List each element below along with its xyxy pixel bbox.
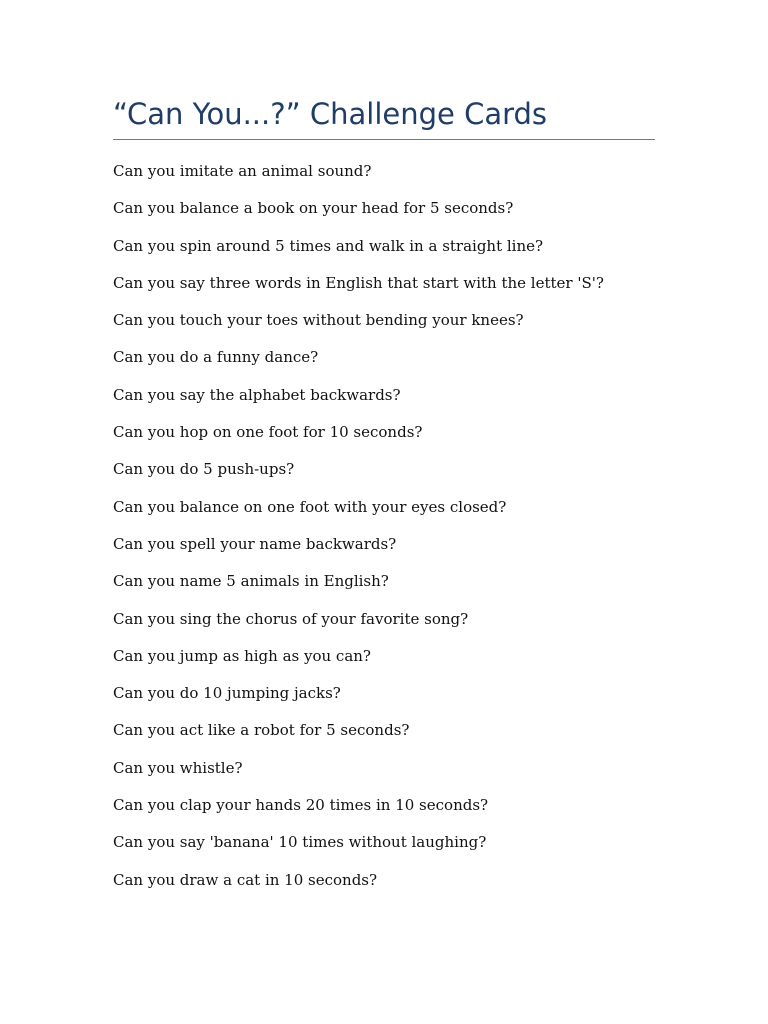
challenge-item: Can you do 5 push-ups?	[113, 460, 295, 479]
challenge-item: Can you say 'banana' 10 times without laughing?	[113, 833, 487, 852]
challenge-item: Can you whistle?	[113, 758, 243, 777]
challenge-item: Can you sing the chorus of your favorite song?	[113, 609, 469, 628]
challenge-item: Can you imitate an animal sound?	[113, 162, 372, 180]
challenge-item: Can you say the alphabet backwards?	[113, 385, 401, 404]
challenge-item: Can you balance on one foot with your eyes closed?	[113, 497, 507, 516]
challenge-item: Can you hop on one foot for 10 seconds?	[113, 423, 423, 442]
challenge-item: Can you do 10 jumping jacks?	[113, 684, 341, 703]
challenge-item: Can you do a funny dance?	[113, 348, 319, 367]
challenge-item: Can you jump as high as you can?	[113, 646, 371, 665]
document-title: “Can You...?” Challenge Cards	[113, 97, 548, 131]
challenge-item: Can you clap your hands 20 times in 10 seconds?	[113, 796, 489, 815]
challenge-item: Can you name 5 animals in English?	[113, 572, 389, 591]
challenge-item: Can you say three words in English that start with the letter 'S'?	[113, 273, 604, 292]
title-underline-divider	[113, 139, 655, 140]
challenge-item: Can you spin around 5 times and walk in a straight line?	[113, 236, 544, 255]
challenge-item: Can you balance a book on your head for 5 seconds?	[113, 199, 514, 218]
challenge-item: Can you draw a cat in 10 seconds?	[113, 870, 378, 889]
challenge-list	[113, 160, 604, 906]
challenge-item: Can you touch your toes without bending your knees?	[113, 311, 524, 330]
challenge-item: Can you spell your name backwards?	[113, 534, 397, 553]
challenge-item: Can you act like a robot for 5 seconds?	[113, 721, 410, 740]
